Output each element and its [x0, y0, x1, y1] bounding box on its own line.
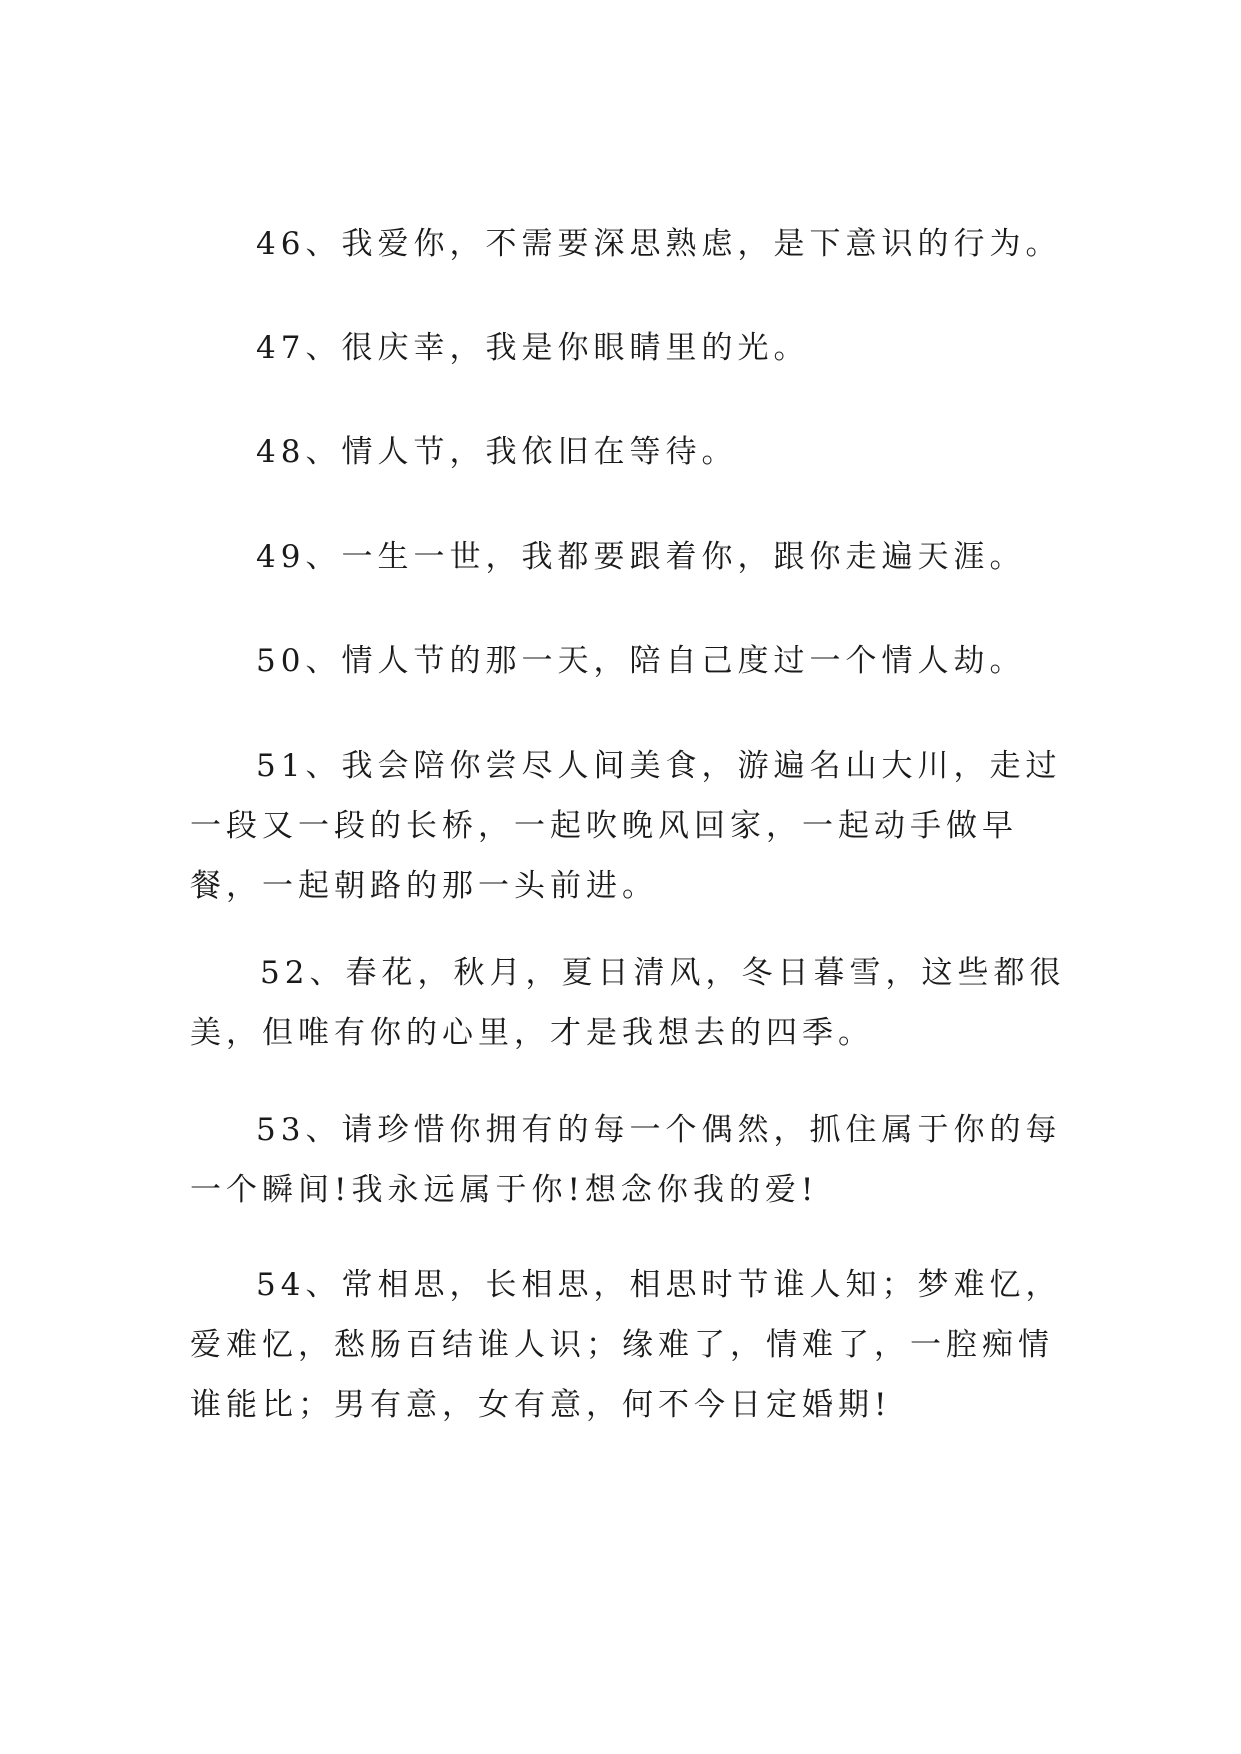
quote-item-51: 51、我会陪你尝尽人间美食，游遍名山大川，走过一段又一段的长桥，一起吹晚风回家，一起动手做早餐，一起朝路的那一头前进。: [190, 748, 1062, 904]
quote-item-47: 47、很庆幸，我是你眼睛里的光。: [256, 330, 810, 366]
quote-item-50: 50、情人节的那一天，陪自己度过一个情人劫。: [256, 643, 1026, 679]
quote-item-53: 53、请珍惜你拥有的每一个偶然，抓住属于你的每一个瞬间!我永远属于你!想念你我的爱!: [190, 1112, 1062, 1208]
quote-item-49: 49、一生一世，我都要跟着你，跟你走遍天涯。: [256, 539, 1026, 575]
quote-item-48: 48、情人节，我依旧在等待。: [256, 434, 738, 470]
quote-item-46: 46、我爱你，不需要深思熟虑，是下意识的行为。: [256, 226, 1062, 262]
quote-item-52: 52、春花，秋月，夏日清风，冬日暮雪，这些都很美，但唯有你的心里，才是我想去的四季。: [190, 955, 1066, 1051]
quote-item-54: 54、常相思，长相思，相思时节谁人知；梦难忆，爱难忆，愁肠百结谁人识；缘难了，情难了，一腔痴情谁能比；男有意，女有意，何不今日定婚期!: [190, 1267, 1062, 1423]
